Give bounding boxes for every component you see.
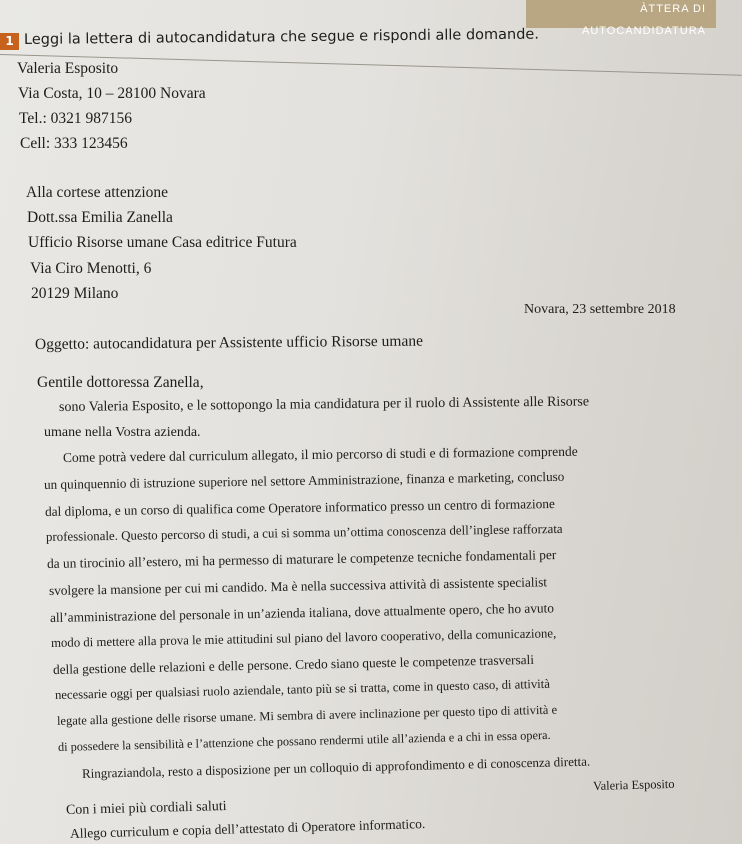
recipient-attention: Alla cortese attenzione bbox=[26, 184, 169, 201]
recipient-name: Dott.ssa Emilia Zanella bbox=[27, 209, 173, 226]
exercise-heading bbox=[0, 26, 742, 60]
closing: Con i miei più cordiali saluti bbox=[65, 799, 227, 818]
attachment-note: Allego curriculum e copia dell’attestato di Operatore informatico. bbox=[69, 816, 426, 841]
exercise-number: 1 bbox=[0, 33, 19, 50]
body-line: della gestione delle relazioni e delle persone. Credo siano queste le competenze trasversali bbox=[52, 651, 535, 677]
letter-date: Novara, 23 settembre 2018 bbox=[524, 302, 676, 317]
signature: Valeria Esposito bbox=[592, 776, 675, 793]
body-line: professionale. Questo percorso di studi, a cui si somma un’ottima conoscenza dell’inglese rafforzata bbox=[45, 521, 563, 544]
body-line: svolgere la mansione per cui mi candido. Ma è nella successiva attività di assistente specialist bbox=[48, 574, 548, 598]
body-line: all’amministrazione del personale in un’azienda italiana, dove attualmente opero, che ho avuto bbox=[49, 600, 555, 625]
sender-address: Via Costa, 10 – 28100 Novara bbox=[18, 85, 206, 102]
body-line: Come potrà vedere dal curriculum allegato, il mio percorso di studi e di formazione comprende bbox=[62, 443, 578, 465]
body-line: legate alla gestione delle risorse umane. Mi sembra di avere inclinazione per questo tipo di attività e bbox=[56, 702, 558, 728]
page-header: ÀTTERA DI AUTOCANDIDATURA bbox=[526, 0, 716, 28]
body-line: Ringraziandola, resto a disposizione per un colloquio di approfondimento e di conoscenza diretta. bbox=[81, 753, 591, 781]
body-line: un quinquennio di istruzione superiore nel settore Amministrazione, finanza e marketing, concluso bbox=[43, 468, 565, 492]
body-line: umane nella Vostra azienda. bbox=[44, 425, 201, 440]
sender-name: Valeria Esposito bbox=[17, 60, 119, 77]
exercise-instruction: Leggi la lettera di autocandidatura che segue e rispondi alle domande. bbox=[23, 26, 540, 48]
recipient-city: 20129 Milano bbox=[31, 285, 119, 302]
body-line: da un tirocinio all’estero, mi ha permesso di maturare le competenze tecniche fondamentali per bbox=[46, 547, 557, 571]
sender-cell: Cell: 333 123456 bbox=[20, 135, 128, 152]
recipient-street: Via Ciro Menotti, 6 bbox=[30, 260, 152, 277]
recipient-office: Ufficio Risorse umane Casa editrice Futura bbox=[28, 234, 297, 251]
letter-greeting: Gentile dottoressa Zanella, bbox=[37, 374, 204, 391]
body-line: sono Valeria Esposito, e le sottopongo la mia candidatura per il ruolo di Assistente alle Risorse bbox=[58, 394, 590, 415]
body-line: modo di mettere alla prova le mie attitudini sul piano del lavoro cooperativo, della comunicazione, bbox=[50, 626, 557, 650]
body-line: dal diploma, e un corso di qualifica come Operatore informatico presso un centro di formazione bbox=[44, 495, 555, 519]
sender-phone: Tel.: 0321 987156 bbox=[19, 110, 133, 127]
body-line: necessarie oggi per qualsiasi ruolo aziendale, tanto più se si tratta, come in questo caso, di attività bbox=[54, 676, 551, 702]
body-line: di possedere la sensibilità e l’attenzione che possano rendermi utile all’azienda e a chi in essa opera. bbox=[57, 727, 551, 754]
letter-subject: Oggetto: autocandidatura per Assistente ufficio Risorse umane bbox=[34, 332, 424, 353]
